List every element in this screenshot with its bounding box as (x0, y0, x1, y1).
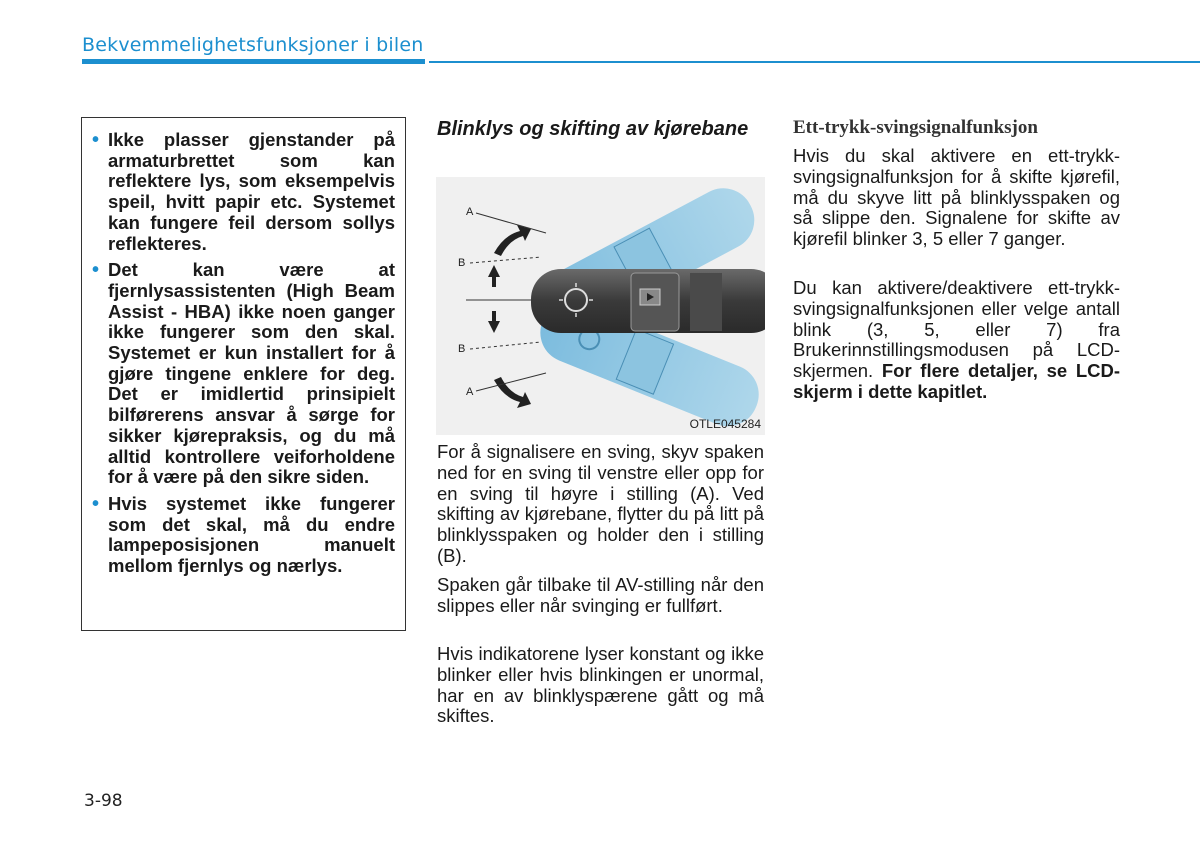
header-bar (82, 59, 425, 64)
body-paragraph: Hvis indikatorene lyser konstant og ikke blinker eller hvis blinkingen er unormal, har en av blinklyspærene gått og må skiftes. (437, 643, 764, 727)
bullet-icon: • (92, 259, 100, 282)
header-title: Bekvemmelighetsfunksjoner i bilen (82, 34, 424, 56)
warning-text: Ikke plasser gjenstander på armaturbrettet som kan reflektere lys, som eksempelvis speil, hvitt papir etc. Systemet kan fungere feil dersom sollys reflekteres. (108, 129, 395, 254)
body-paragraph: For å signalisere en sving, skyv spaken ned for en sving til venstre eller opp for en sving til høyre i stilling (A). Ved skifting av kjørebane, flytter du på litt på blinklysspaken og holder den i stilling (B). (437, 441, 764, 566)
warning-list (92, 130, 395, 583)
body-paragraph: Spaken går tilbake til AV-stilling når den slippes eller når svinging er fullført. (437, 574, 764, 616)
label-a-bottom: A (466, 386, 474, 398)
right-paragraph: Hvis du skal aktivere en ett-trykk-svingsignalfunksjon for å skifte kjørefil, må du skyve litt på blinklysspaken og så slippe den. Signalene for skifte av kjørefil blinker 3, 5 eller 7 ganger. (793, 145, 1120, 250)
label-b-top: B (458, 257, 466, 269)
turn-signal-lever-illustration (436, 177, 765, 435)
page-number: 3-98 (84, 791, 123, 811)
figure-caption: OTLE045284 (689, 417, 761, 431)
arrow-icons (488, 225, 531, 408)
right-paragraph-bold: For flere detaljer, se LCD-skjerm i dette kapitlet. (793, 360, 1121, 402)
bullet-icon: • (92, 492, 100, 515)
warning-text: Det kan være at fjernlysassistenten (High Beam Assist - HBA) ikke noen ganger ikke fungerer som den skal. Systemet er kun installert for å gjøre tingene enklere for deg. Det er imidlertid prinsipielt bilførerens ansvar å sørge for sikker kjørepraksis, og du må alltid kontrollere veiforholdene for å være på den sikre siden. (108, 259, 395, 488)
label-b-bottom: B (458, 343, 466, 355)
right-section-title: Ett-trykk-svingsignalfunksjon (793, 117, 1038, 138)
section-title: Blinklys og skifting av kjørebane (437, 118, 749, 140)
right-paragraph-text: Du kan aktivere/deaktivere ett-trykk-svingsignalfunksjonen eller velge antall blink (3, 5, eller 7) fra Brukerinnstillingsmodusen på LCD-skjermen. (793, 277, 1120, 382)
main-lever (531, 269, 765, 333)
right-paragraph (793, 278, 1120, 403)
header-rule (429, 61, 1200, 63)
warning-item (92, 130, 395, 254)
warning-box (81, 117, 406, 631)
turn-signal-figure (436, 177, 765, 435)
label-a-top: A (466, 206, 474, 218)
warning-item (92, 494, 395, 577)
bullet-icon: • (92, 129, 100, 151)
warning-text: Hvis systemet ikke fungerer som det skal, må du endre lampeposisjonen manuelt mellom fjernlys og nærlys. (108, 492, 395, 577)
warning-item (92, 260, 395, 488)
